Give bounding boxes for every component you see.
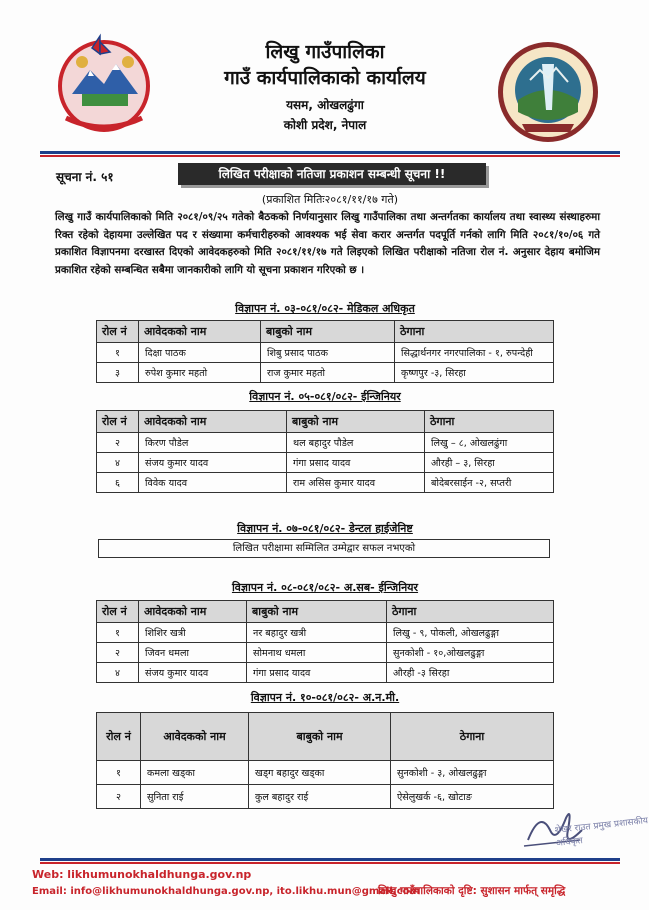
name-cell: शिशिर खत्री [139, 623, 247, 643]
table-row [97, 453, 554, 473]
table-row [97, 433, 554, 453]
notice-number: सूचना नं. ५१ [56, 170, 114, 184]
column-roll: रोल नं [97, 713, 141, 761]
father-cell: सोमनाथ धमला [247, 643, 387, 663]
table-row [97, 761, 554, 785]
name-cell: जिवन धमला [139, 643, 247, 663]
column-name: आवेदकको नाम [139, 601, 247, 623]
footer-motto: लिखु गाउँपालिकाको दृष्टि: सुशासन मार्फत् समृद्धि [378, 885, 566, 897]
father-cell: नर बहादुर खत्री [247, 623, 387, 643]
roll-cell: १ [97, 761, 141, 785]
table-row [97, 473, 554, 493]
header-divider-blue [40, 151, 620, 154]
dental-result-note: लिखित परीक्षामा सम्मिलित उम्मेद्वार सफल नभएको [98, 539, 550, 558]
address-cell: सुनकोशी - ३, ओखलढुङ्गा [391, 761, 554, 785]
name-cell: संजय कुमार यादव [139, 453, 287, 473]
section-title-anm: विज्ञापन नं. १०-०८१/०८२- अ.न.मी. [250, 691, 400, 704]
roll-cell: १ [97, 623, 139, 643]
office-province: कोशी प्रदेश, नेपाल [283, 118, 367, 132]
column-father: बाबुको नाम [287, 411, 425, 433]
table-row [97, 363, 554, 383]
signature-stamp: शेखर राउत प्रमुख प्रशासकीय अधिकृत [554, 816, 649, 849]
table-header-row [97, 713, 554, 761]
table-row [97, 623, 554, 643]
municipality-seal-icon [496, 40, 600, 144]
name-cell: किरण पौडेल [139, 433, 287, 453]
column-name: आवेदकको नाम [139, 321, 261, 343]
footer-website[interactable]: Web: likhumunokhaldhunga.gov.np [32, 868, 252, 881]
notice-title: लिखित परीक्षाको नतिजा प्रकाशन सम्बन्धी सूचना !! [178, 163, 486, 185]
name-cell: सुनिता राई [141, 785, 249, 809]
address-cell: ऐसेलुखर्क -६, खोटाङ [391, 785, 554, 809]
notice-body: लिखु गाउँ कार्यपालिकाको मिति २०८१/०९/२५ गतेको बैठकको निर्णयानुसार लिखु गाउँपालिका तथा अन्तर्गतका कार्यालय तथा स्वास्थ्य संस्थाहरुमा रिक्त रहेको देहायमा उल्लेखित पद र संख्यामा कर्मचारीहरुको आवश्यक भई सेवा करार अन्तर्गत पदपूर्ति गर्नको लागि मिति २०८१/१०/०६ गते प्रकाशित विज्ञापनमा दरखास्त दिएको आवेदकहरुको मिति २०८१/११/१७ गते लिइएको लिखित परीक्षाको नतिजा रोल नं. अनुसार देहाय बमोजिम प्रकाशित रहेको सम्बन्धित सबैमा जानकारीको लागि यो सूचना प्रकाशन गरिएको छ । [55, 211, 600, 276]
published-date: (प्रकाशित मितिः२०८१/११/१७ गते) [261, 193, 399, 206]
table-row [97, 785, 554, 809]
roll-cell: ४ [97, 453, 139, 473]
name-cell: दिक्षा पाठक [139, 343, 261, 363]
table-row [97, 663, 554, 683]
header-divider-red [40, 155, 620, 157]
column-father: बाबुको नाम [249, 713, 391, 761]
roll-cell: २ [97, 433, 139, 453]
roll-cell: ६ [97, 473, 139, 493]
father-cell: गंगा प्रसाद यादव [287, 453, 425, 473]
table-header-row [97, 321, 554, 343]
column-address: ठेगाना [387, 601, 554, 623]
results-table-engineer [96, 410, 554, 493]
footer-email[interactable]: Email: info@likhumunokhaldhunga.gov.np, ito.likhu.mun@gmail.com [32, 886, 420, 897]
footer-divider-red [40, 862, 620, 864]
address-cell: लिखु – ८, ओखलढुंगा [425, 433, 554, 453]
roll-cell: ४ [97, 663, 139, 683]
father-cell: राम असिस कुमार यादव [287, 473, 425, 493]
father-cell: कुल बहादुर राई [249, 785, 391, 809]
office-name: गाउँ कार्यपालिकाको कार्यालय [224, 67, 426, 89]
column-name: आवेदकको नाम [139, 411, 287, 433]
father-cell: शिबु प्रसाद पाठक [261, 343, 395, 363]
name-cell: संजय कुमार यादव [139, 663, 247, 683]
section-title-medical-officer: विज्ञापन नं. ०३-०८१/०८२- मेडिकल अधिकृत [235, 302, 415, 315]
roll-cell: २ [97, 643, 139, 663]
address-cell: औरही -३ सिरहा [387, 663, 554, 683]
address-cell: कृष्णपुर -३, सिरहा [395, 363, 554, 383]
address-cell: औरही – ३, सिरहा [425, 453, 554, 473]
footer-divider-blue [40, 858, 620, 861]
name-cell: रुपेश कुमार महतो [139, 363, 261, 383]
column-address: ठेगाना [425, 411, 554, 433]
municipality-name: लिखु गाउँपालिका [265, 41, 385, 63]
column-roll: रोल नं [97, 601, 139, 623]
father-cell: थल बहादुर पौडेल [287, 433, 425, 453]
results-table-sub-engineer [96, 600, 554, 683]
column-father: बाबुको नाम [261, 321, 395, 343]
column-address: ठेगाना [391, 713, 554, 761]
results-table-anm [96, 712, 554, 809]
father-cell: गंगा प्रसाद यादव [247, 663, 387, 683]
office-location: यसम, ओखलढुंगा [286, 98, 364, 112]
address-cell: बोदेबरसाईन -२, सप्तरी [425, 473, 554, 493]
column-father: बाबुको नाम [247, 601, 387, 623]
name-cell: कमला खड्का [141, 761, 249, 785]
results-table-medical-officer [96, 320, 554, 383]
roll-cell: १ [97, 343, 139, 363]
column-address: ठेगाना [395, 321, 554, 343]
table-row [97, 343, 554, 363]
table-header-row [97, 601, 554, 623]
section-title-engineer: विज्ञापन नं. ०५-०८१/०८२- ईन्जिनियर [249, 390, 401, 403]
table-row [97, 643, 554, 663]
roll-cell: ३ [97, 363, 139, 383]
section-title-dental-hygienist: विज्ञापन नं. ०७-०८१/०८२- डेन्टल हाईजेनिष्ट [237, 522, 413, 535]
column-roll: रोल नं [97, 411, 139, 433]
name-cell: विवेक यादव [139, 473, 287, 493]
nepal-emblem-icon [52, 32, 156, 136]
roll-cell: २ [97, 785, 141, 809]
father-cell: खड्ग बहादुर खड्का [249, 761, 391, 785]
column-roll: रोल नं [97, 321, 139, 343]
column-name: आवेदकको नाम [141, 713, 249, 761]
address-cell: सुनकोशी - १०,ओखलढुङ्गा [387, 643, 554, 663]
table-header-row [97, 411, 554, 433]
address-cell: सिद्धार्थनगर नगरपालिका - १, रुपन्देही [395, 343, 554, 363]
section-title-sub-engineer: विज्ञापन नं. ०८-०८१/०८२- अ.सब- ईन्जिनियर [231, 581, 419, 594]
father-cell: राज कुमार महतो [261, 363, 395, 383]
address-cell: लिखु - ९, पोकली, ओखलढुङ्गा [387, 623, 554, 643]
